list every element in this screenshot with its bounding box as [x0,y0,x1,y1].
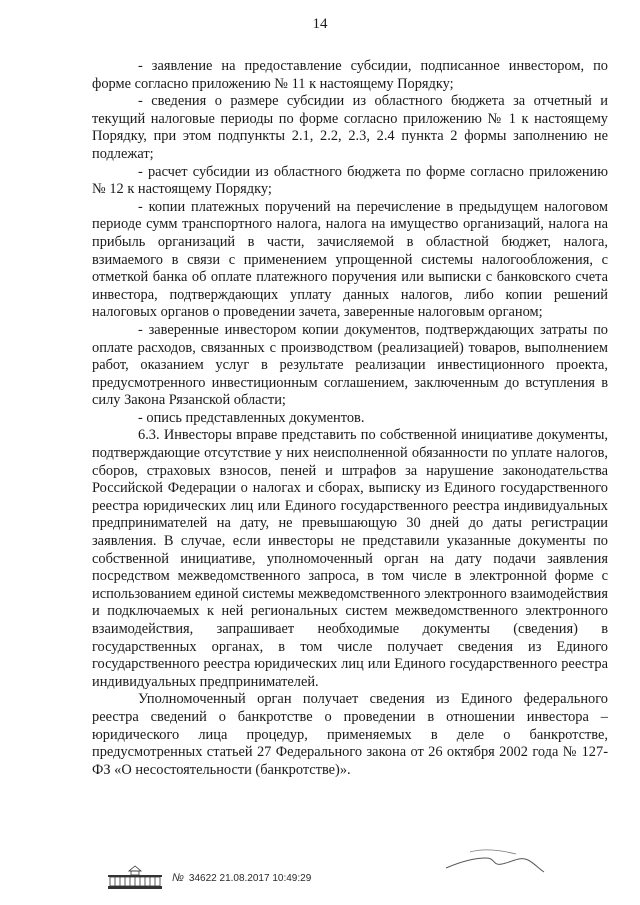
registration-stamp: 34622 21.08.2017 10:49:29 [188,872,312,884]
registration-footer [106,864,311,892]
number-sign: № [172,872,184,884]
document-body [92,58,608,779]
paragraph-expense-documents: - заверенные инвестором копии документов, подтверждающих затраты по оплате расходов, связанных с производством (реализацией) товаров, выполнением работ, оказанием услуг в результате реализации инвестиционного проекта, предусмотренного инвестиционным соглашением, заключенным до вступления в силу Закона Рязанской области; [92,321,608,409]
paragraph-payment-copies: - копии платежных поручений на перечисление в предыдущем налоговом периоде сумм транспортного налога, налога на имущество организаций, налога на прибыль организаций в части, зачисляемой в областной бюджет, налога, взимаемого в связи с применением упрощенной системы налогообложения, с отметкой банка об оплате платежного поручения или выписки с банковского счета инвестора, подтверждающих уплату данных налогов, либо копии решений налоговых органов о проведении зачета, заверенные налоговым органом; [92,198,608,321]
building-logo-icon [106,865,164,891]
paragraph-application: - заявление на предоставление субсидии, подписанное инвестором, по форме согласно приложению № 11 к настоящему Порядку; [92,58,608,92]
paragraph-6-3: 6.3. Инвесторы вправе представить по собственной инициативе документы, подтверждающие отсутствие у них неисполненной обязанности по уплате налогов, сборов, страховых взносов, пеней и штрафов за нарушение законодательства Российской Федерации о налогах и сборах, выписку из Единого государственного реестра юридических лиц или Единого государственного реестра индивидуальных предпринимателей на дату, не превышающую 30 дней до даты регистрации заявления. В случае, если инвесторы не представили указанные документы по собственной инициативе, уполномоченный орган на дату подачи заявления посредством межведомственного запроса, в том числе в электронной форме с использованием единой системы межведомственного электронного взаимодействия и подключаемых к ней региональных систем межведомственного электронного взаимодействия, запрашивает необходимые документы (сведения) в государственных органах, в том числе получает сведения из Единого государственного реестра юридических лиц или Единого государственного реестра индивидуальных предпринимателей. [92,427,608,690]
paragraph-bankruptcy-info: Уполномоченный орган получает сведения из Единого федерального реестра сведений о банкротстве о проведении в отношении инвестора – юридического лица процедур, применяемых в деле о банкротстве, предусмотренных статьей 27 Федерального закона от 26 октября 2002 года № 127-ФЗ «О несостоятельности (банкротстве)». [92,691,608,778]
paragraph-inventory: - опись представленных документов. [138,409,365,426]
signature-scribble [440,838,550,878]
paragraph-subsidy-calc: - расчет субсидии из областного бюджета по форме согласно приложению № 12 к настоящему Порядку; [92,163,608,198]
page-number: 14 [312,16,328,32]
paragraph-subsidy-info: - сведения о размере субсидии из областного бюджета за отчетный и текущий налоговые периоды по форме согласно приложению № 1 к настоящему Порядку, при этом подпункты 2.1, 2.2, 2.3, 2.4 пункта 2 формы заполнению не подлежат; [92,93,608,162]
